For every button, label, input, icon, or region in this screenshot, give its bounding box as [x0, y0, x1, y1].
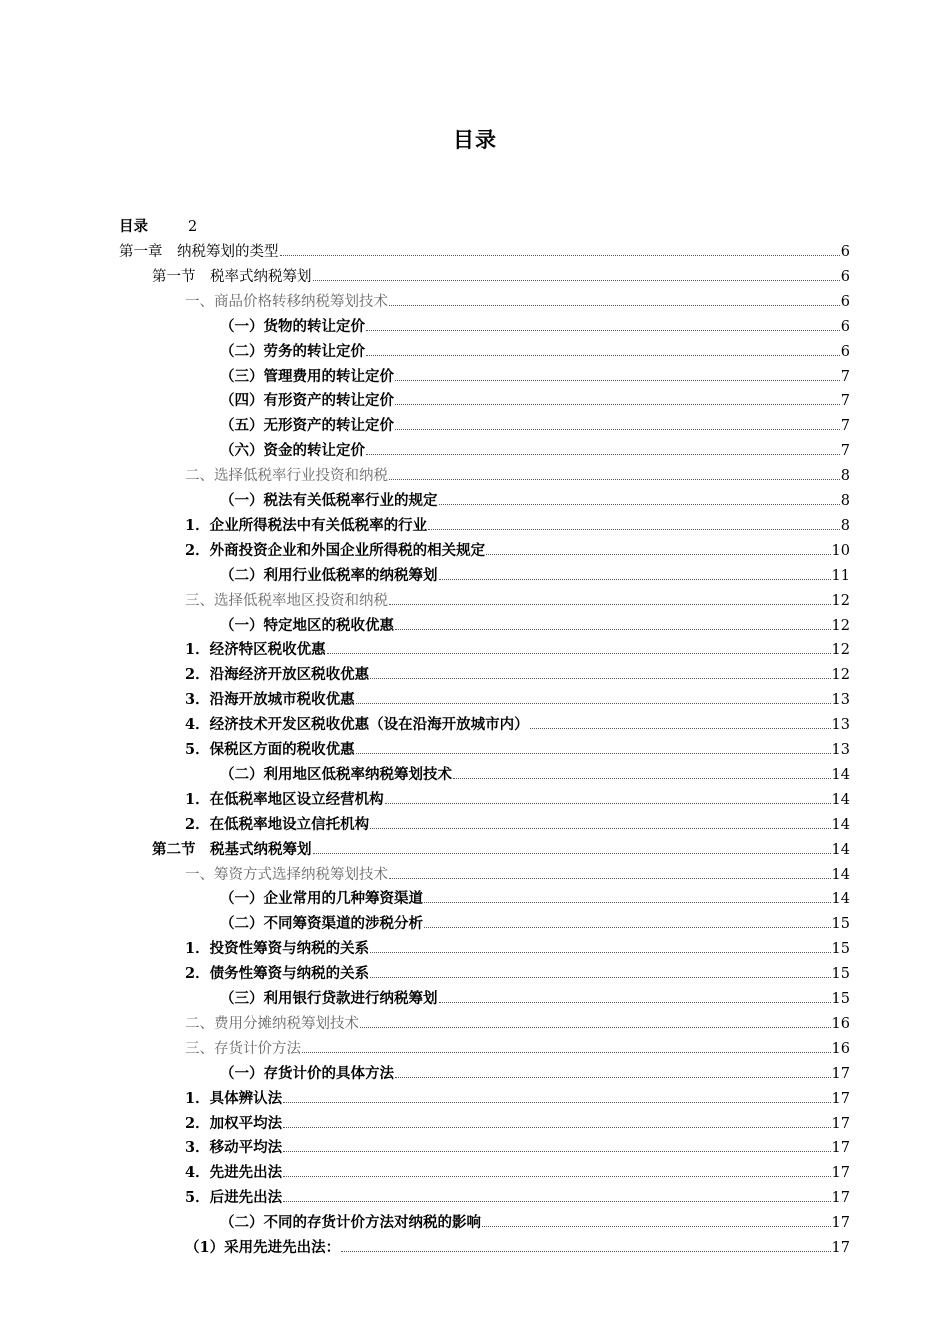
- dot-leader: [327, 637, 831, 654]
- toc-entry-page: 12: [831, 617, 850, 634]
- dot-leader: [424, 886, 831, 903]
- toc-entry[interactable]: [220, 364, 850, 389]
- toc-entry-label: 2．沿海经济开放区税收优惠: [185, 666, 370, 684]
- toc-entry-label: 1．经济特区税收优惠: [185, 641, 326, 659]
- toc-entry-page: 14: [831, 841, 850, 858]
- dot-leader: [389, 289, 840, 306]
- toc-entry-page: 6: [840, 318, 850, 335]
- toc-entry-label: 2．在低税率地设立信托机构: [185, 815, 370, 833]
- toc-entry-label: （二）利用行业低税率的纳税筹划: [220, 566, 438, 584]
- toc-entry[interactable]: [185, 1160, 850, 1185]
- toc-entry-page: 14: [831, 791, 850, 808]
- toc-entry[interactable]: [185, 712, 850, 737]
- toc-entry-page: 17: [831, 1215, 850, 1232]
- toc-entry[interactable]: [220, 339, 850, 364]
- toc-entry-label: 2．外商投资企业和外国企业所得税的相关规定: [185, 541, 486, 559]
- dot-leader: [385, 787, 831, 804]
- toc-entry-label: 第二节 税基式纳税筹划: [152, 840, 312, 858]
- dot-leader: [439, 563, 831, 580]
- toc-entry[interactable]: [220, 986, 850, 1011]
- toc-entry[interactable]: [185, 812, 850, 837]
- dot-leader: [283, 1185, 830, 1202]
- toc-entry-page: 17: [831, 1190, 850, 1207]
- toc-entry-label: 3．移动平均法: [185, 1139, 283, 1157]
- toc-entry-page: 15: [831, 991, 850, 1007]
- dot-leader: [366, 314, 840, 331]
- dot-leader: [370, 812, 830, 829]
- toc-entry-page: 17: [831, 1240, 850, 1256]
- dot-leader: [370, 936, 830, 953]
- toc-entry-label: 1．企业所得税法中有关低税率的行业: [185, 516, 428, 534]
- toc-entry-label: （一）存货计价的具体方法: [220, 1064, 394, 1082]
- dot-leader: [482, 1210, 831, 1227]
- toc-header-entry[interactable]: [119, 214, 197, 239]
- toc-entry-label: 3．沿海开放城市税收优惠: [185, 691, 355, 709]
- toc-entry-label: （二）不同的存货计价方法对纳税的影响: [220, 1214, 481, 1232]
- toc-entry[interactable]: [220, 563, 850, 588]
- toc-entry[interactable]: [185, 637, 850, 662]
- toc-header-label: 目录: [119, 218, 148, 235]
- toc-header-page: 2: [188, 219, 198, 235]
- toc-entry-label: 2．加权平均法: [185, 1114, 283, 1132]
- toc-entry[interactable]: [185, 1111, 850, 1136]
- dot-leader: [313, 264, 840, 281]
- dot-leader: [389, 862, 831, 879]
- toc-entry-label: （三）利用银行贷款进行纳税筹划: [220, 990, 438, 1007]
- toc-entry[interactable]: [185, 862, 850, 887]
- toc-entry-page: 14: [831, 866, 850, 883]
- toc-entry-page: 17: [831, 1090, 850, 1107]
- dot-leader: [395, 1061, 831, 1078]
- toc-entry-page: 7: [840, 443, 850, 460]
- dot-leader: [424, 911, 831, 928]
- dot-leader: [283, 1135, 830, 1152]
- toc-entry-page: 12: [831, 667, 850, 684]
- dot-leader: [389, 463, 840, 480]
- toc-entry-label: 第一节 税率式纳税筹划: [152, 268, 312, 285]
- dot-leader: [486, 538, 830, 555]
- toc-entry[interactable]: [220, 886, 850, 911]
- toc-entry-page: 6: [840, 244, 850, 260]
- toc-entry-label: （一）特定地区的税收优惠: [220, 616, 394, 634]
- toc-entry-label: 三、存货计价方法: [185, 1040, 301, 1057]
- toc-entry-page: 11: [831, 567, 850, 584]
- dot-leader: [395, 388, 840, 405]
- toc-entry-page: 7: [840, 393, 850, 410]
- toc-entry-page: 15: [831, 941, 850, 958]
- toc-entry[interactable]: [220, 613, 850, 638]
- dot-leader: [356, 687, 831, 704]
- toc-entry[interactable]: [220, 488, 850, 513]
- toc-entry[interactable]: [220, 1061, 850, 1086]
- toc-entry-page: 15: [831, 966, 850, 983]
- dot-leader: [360, 1011, 831, 1028]
- dot-leader: [356, 737, 831, 754]
- toc-entry-page: 13: [831, 717, 850, 734]
- toc-entry-label: （二）劳务的转让定价: [220, 342, 365, 360]
- toc-entry-page: 8: [840, 493, 850, 509]
- toc-entry[interactable]: [185, 289, 850, 314]
- toc-entry[interactable]: [152, 837, 850, 862]
- toc-entry-label: （一）税法有关低税率行业的规定: [220, 492, 438, 509]
- toc-entry-label: 5．后进先出法: [185, 1189, 283, 1207]
- toc-entry-page: 8: [840, 517, 850, 534]
- dot-leader: [439, 986, 831, 1003]
- toc-entry[interactable]: [185, 662, 850, 687]
- toc-entry-label: （三）管理费用的转让定价: [220, 367, 394, 385]
- toc-entry[interactable]: [185, 513, 850, 538]
- toc-entry-page: 12: [831, 642, 850, 659]
- dot-leader: [283, 1160, 830, 1177]
- toc-entry-label: （四）有形资产的转让定价: [220, 392, 394, 410]
- toc-entry-page: 17: [831, 1115, 850, 1132]
- toc-entry-label: 5．保税区方面的税收优惠: [185, 741, 355, 758]
- toc-entry-page: 10: [831, 542, 850, 559]
- toc-entry-label: 1．投资性筹资与纳税的关系: [185, 940, 370, 958]
- toc-entry[interactable]: [185, 463, 850, 488]
- toc-entry-label: 二、费用分摊纳税筹划技术: [185, 1015, 359, 1032]
- dot-leader: [395, 413, 840, 430]
- toc-entry[interactable]: [220, 314, 850, 339]
- toc-entry[interactable]: [185, 1185, 850, 1210]
- toc-entry-label: （六）资金的转让定价: [220, 442, 365, 460]
- toc-entry[interactable]: [185, 936, 850, 961]
- toc-entry-page: 6: [840, 293, 850, 310]
- toc-entry[interactable]: [220, 1210, 850, 1235]
- dot-leader: [439, 488, 840, 505]
- toc-entry-page: 13: [831, 692, 850, 709]
- toc-entry-page: 6: [840, 268, 850, 285]
- toc-entry[interactable]: [185, 1036, 850, 1061]
- toc-entry-page: 14: [831, 891, 850, 908]
- toc-entry-label: 4．经济技术开发区税收优惠（设在沿海开放城市内）: [185, 716, 529, 734]
- toc-entry-label: （二）不同筹资渠道的涉税分析: [220, 915, 423, 933]
- toc-entry-label: 三、选择低税率地区投资和纳税: [185, 592, 388, 609]
- toc-entry[interactable]: [185, 1135, 850, 1160]
- dot-leader: [313, 837, 831, 854]
- dot-leader: [453, 762, 831, 779]
- toc-entry-page: 8: [840, 468, 850, 485]
- toc-entry-page: 16: [831, 1015, 850, 1032]
- dot-leader: [370, 662, 830, 679]
- toc-entry[interactable]: [185, 1086, 850, 1111]
- toc-entry-label: 4．先进先出法: [185, 1164, 283, 1182]
- toc-entry[interactable]: [220, 911, 850, 936]
- toc-entry-label: （一）货物的转让定价: [220, 317, 365, 335]
- toc-entry-label: （1）采用先进先出法：: [185, 1239, 341, 1256]
- toc-entry[interactable]: [119, 239, 850, 264]
- toc-entry-label: 二、选择低税率行业投资和纳税: [185, 468, 388, 485]
- toc-entry-page: 7: [840, 368, 850, 385]
- dot-leader: [283, 1111, 830, 1128]
- dot-leader: [280, 239, 840, 256]
- toc-entry-page: 15: [831, 916, 850, 933]
- toc-entry[interactable]: [220, 762, 850, 787]
- toc-entry-label: 第一章 纳税筹划的类型: [119, 244, 279, 260]
- toc-entry[interactable]: [185, 1011, 850, 1036]
- toc-entry-label: （二）利用地区低税率纳税筹划技术: [220, 765, 452, 783]
- toc-entry-page: 12: [831, 592, 850, 609]
- toc-entry-page: 14: [831, 816, 850, 833]
- page-title: 目录: [453, 128, 497, 152]
- toc-entry-label: 1．具体辨认法: [185, 1089, 283, 1107]
- toc-entry[interactable]: [185, 737, 850, 762]
- toc-entry[interactable]: [185, 588, 850, 613]
- dot-leader: [530, 712, 831, 729]
- toc-entry-page: 14: [831, 766, 850, 783]
- toc-entry-label: 一、筹资方式选择纳税筹划技术: [185, 866, 388, 883]
- toc-entry[interactable]: [220, 413, 850, 438]
- toc-entry-label: （一）企业常用的几种筹资渠道: [220, 890, 423, 908]
- toc-entry-label: 2．债务性筹资与纳税的关系: [185, 965, 370, 983]
- toc-entry-page: 17: [831, 1065, 850, 1082]
- toc-entry[interactable]: [185, 687, 850, 712]
- toc-entry[interactable]: [185, 1235, 850, 1260]
- toc-entry-label: （五）无形资产的转让定价: [220, 417, 394, 435]
- toc-entry[interactable]: [185, 961, 850, 986]
- dot-leader: [302, 1036, 831, 1053]
- dot-leader: [395, 613, 831, 630]
- dot-leader: [283, 1086, 830, 1103]
- dot-leader: [366, 438, 840, 455]
- toc-entry-page: 17: [831, 1140, 850, 1157]
- toc-entry-page: 13: [831, 742, 850, 758]
- toc-entry-page: 7: [840, 418, 850, 435]
- toc-entry[interactable]: [185, 787, 850, 812]
- toc-entry[interactable]: [220, 388, 850, 413]
- toc-entry[interactable]: [220, 438, 850, 463]
- toc-entry[interactable]: [152, 264, 850, 289]
- toc-entry-label: 1．在低税率地区设立经营机构: [185, 790, 384, 808]
- dot-leader: [370, 961, 830, 978]
- toc-entry-page: 17: [831, 1165, 850, 1182]
- dot-leader: [366, 339, 840, 356]
- toc-entry-label: 一、商品价格转移纳税筹划技术: [185, 293, 388, 310]
- dot-leader: [389, 588, 831, 605]
- toc-entry-page: 6: [840, 343, 850, 360]
- dot-leader: [428, 513, 840, 530]
- toc-entry[interactable]: [185, 538, 850, 563]
- dot-leader: [395, 364, 840, 381]
- dot-leader: [341, 1235, 830, 1252]
- toc-entry-page: 16: [831, 1040, 850, 1057]
